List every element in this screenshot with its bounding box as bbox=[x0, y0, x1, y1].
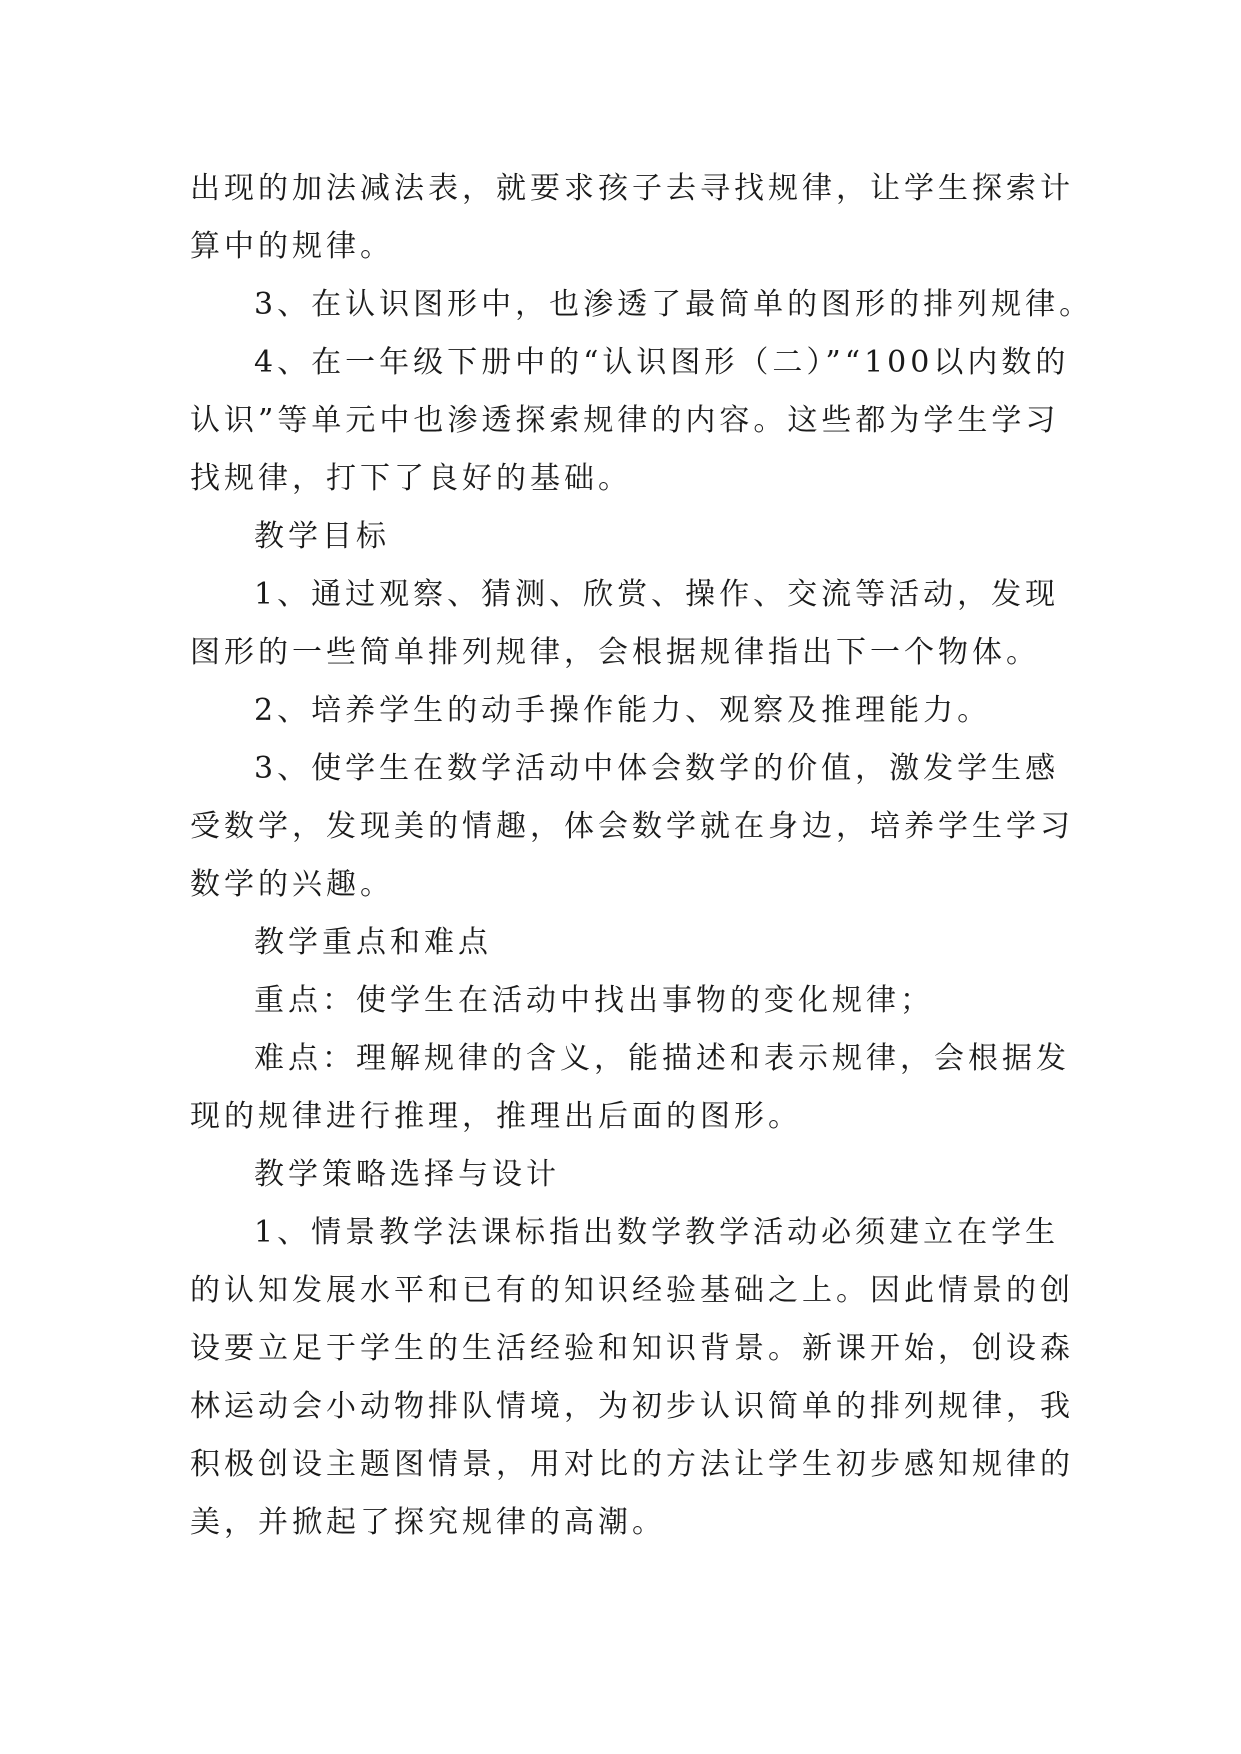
section-heading: 教学策略选择与设计 bbox=[254, 1157, 560, 1192]
text-line: 受数学，发现美的情趣，体会数学就在身边，培养学生学习 bbox=[190, 809, 1074, 844]
text-line: 的认知发展水平和已有的知识经验基础之上。因此情景的创 bbox=[190, 1273, 1074, 1308]
text-line: 出现的加法减法表，就要求孩子去寻找规律，让学生探索计 bbox=[190, 171, 1074, 206]
text-line: 1、情景教学法课标指出数学教学活动必须建立在学生 bbox=[254, 1215, 1060, 1250]
text-line: 认识”等单元中也渗透探索规律的内容。这些都为学生学习 bbox=[190, 403, 1060, 438]
section-heading: 教学目标 bbox=[254, 519, 390, 554]
text-line: 找规律，打下了良好的基础。 bbox=[190, 461, 632, 496]
text-line: 难点：理解规律的含义，能描述和表示规律，会根据发 bbox=[254, 1041, 1070, 1076]
text-line: 3、使学生在数学活动中体会数学的价值，激发学生感 bbox=[254, 751, 1060, 786]
text-line: 2、培养学生的动手操作能力、观察及推理能力。 bbox=[254, 693, 992, 728]
text-line: 重点：使学生在活动中找出事物的变化规律； bbox=[254, 983, 934, 1018]
text-line: 林运动会小动物排队情境，为初步认识简单的排列规律，我 bbox=[190, 1389, 1074, 1424]
text-line: 3、在认识图形中，也渗透了最简单的图形的排列规律。 bbox=[254, 287, 1094, 322]
text-line: 积极创设主题图情景，用对比的方法让学生初步感知规律的 bbox=[190, 1447, 1074, 1482]
text-line: 数学的兴趣。 bbox=[190, 867, 394, 902]
text-line: 现的规律进行推理，推理出后面的图形。 bbox=[190, 1099, 802, 1134]
text-line: 4、在一年级下册中的“认识图形（二）”“100以内数的 bbox=[254, 345, 1070, 380]
text-line: 图形的一些简单排列规律，会根据规律指出下一个物体。 bbox=[190, 635, 1040, 670]
text-line: 1、通过观察、猜测、欣赏、操作、交流等活动，发现 bbox=[254, 577, 1060, 612]
text-line: 美，并掀起了探究规律的高潮。 bbox=[190, 1505, 666, 1540]
text-line: 设要立足于学生的生活经验和知识背景。新课开始，创设森 bbox=[190, 1331, 1074, 1366]
section-heading: 教学重点和难点 bbox=[254, 925, 492, 960]
document-body bbox=[190, 160, 1094, 1552]
text-line: 算中的规律。 bbox=[190, 229, 394, 264]
